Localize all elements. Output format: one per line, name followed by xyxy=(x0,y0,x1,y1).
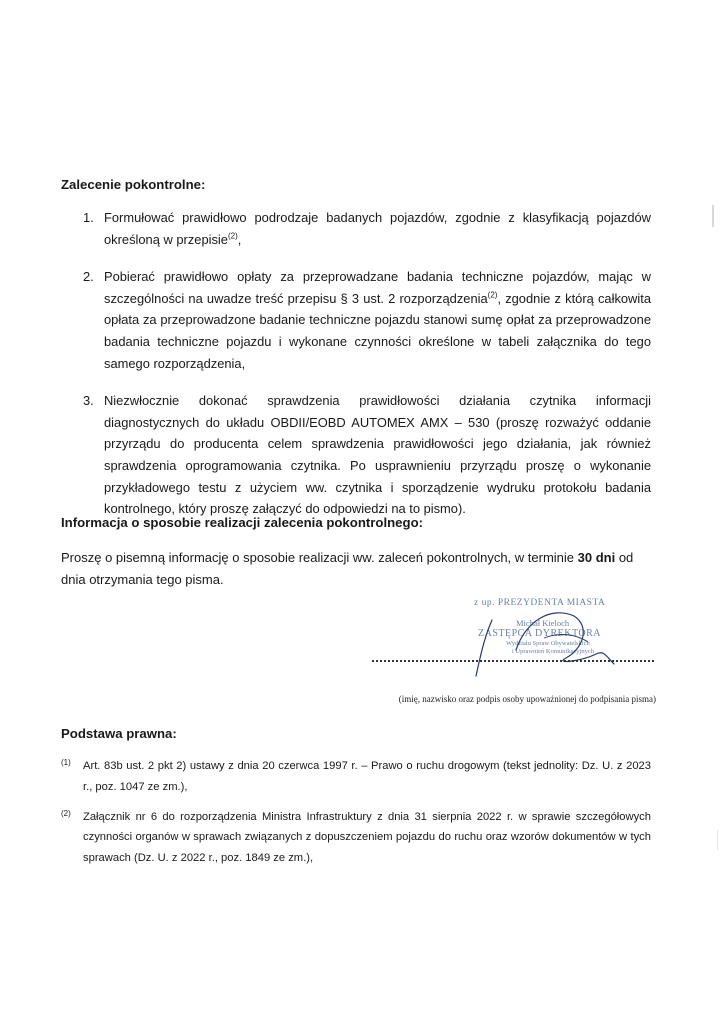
info-deadline: 30 dni xyxy=(577,550,616,565)
stamp-line-2: Michał Kieloch xyxy=(516,618,570,628)
stamp-line-4: Wydziału Spraw Obywatelskich xyxy=(506,640,590,647)
recommendation-number: 1. xyxy=(83,210,94,225)
footnote-number: (1) xyxy=(61,758,71,767)
footnote-ref: (2) xyxy=(227,231,238,241)
recommendation-number: 2. xyxy=(83,269,94,285)
legal-basis-item-1 xyxy=(61,756,651,798)
recommendation-heading: Zalecenie pokontrolne: xyxy=(61,177,206,192)
recommendation-text: Niezwłocznie dokonać sprawdzenia prawidłowości działania czytnika informacji diagnostycznych do układu OBDII/EOBD AUTOMEX AMX – 530 (proszę rozważyć oddanie przyrządu do producenta celem sprawdzenia prawidłowości jego działania, jak również sprawdzenia oprogramowania czytnika. Po usprawnieniu przyrządu proszę o wykonanie przykładowego testu z użyciem ww. czytnika i sporządzenie wydruku protokołu badania kontrolnego, który proszę załączyć do odpowiedzi na to pismo). xyxy=(104,393,651,517)
info-paragraph xyxy=(61,547,651,591)
recommendation-number: 3. xyxy=(83,393,94,409)
recommendation-text-cont: , xyxy=(237,231,242,247)
recommendation-item-1 xyxy=(61,207,651,250)
legal-basis-heading: Podstawa prawna: xyxy=(61,726,177,741)
signature-caption: (imię, nazwisko oraz podpis osoby upoważnionej do podpisania pisma) xyxy=(398,694,656,704)
stamp-line-1: z up. PREZYDENTA MIASTA xyxy=(474,598,606,608)
scan-edge-mark xyxy=(712,205,714,227)
footnote-number: (2) xyxy=(61,808,71,818)
recommendation-text: Formułować prawidłowo podrodzaje badanych pojazdów, zgodnie z klasyfikacją pojazdów określoną w przepisie xyxy=(104,210,651,247)
signature-line xyxy=(372,660,654,662)
scan-edge-mark xyxy=(717,830,718,850)
recommendation-text: Pobierać prawidłowo opłaty za przeprowadzane badania techniczne pojazdów, mając w szczególności na uwadze treść przepisu § 3 ust. 2 rozporządzenia xyxy=(104,269,651,306)
info-heading: Informacja o sposobie realizacji zalecenia pokontrolnego: xyxy=(61,515,424,530)
legal-basis-item-2 xyxy=(61,807,651,869)
recommendation-item-3 xyxy=(61,390,651,520)
legal-basis-text: Załącznik nr 6 do rozporządzenia Ministra Infrastruktury z dnia 31 sierpnia 2022 r. w sprawie szczegółowych czynności organów w sprawach związanych z dopuszczeniem pojazdu do ruchu oraz wzorów dokumentów w tych sprawach (Dz. U. z 2022 r., poz. 1849 ze zm.), xyxy=(83,810,651,865)
stamp-line-5: i Uprawnień Komunikacyjnych xyxy=(512,648,594,655)
recommendation-list xyxy=(61,207,651,536)
recommendation-item-2 xyxy=(61,266,651,374)
official-stamp xyxy=(456,598,656,678)
signature-block xyxy=(368,598,658,708)
recommendation-text-cont: , zgodnie z którą całkowita opłata za przeprowadzone badanie techniczne pojazdu stanowi sumę opłat za przeprowadzone badania techniczne pojazdu i wykonane czynności określone w tabeli załącznika do tego samego rozporządzenia, xyxy=(104,290,651,371)
stamp-line-3: ZASTĘPCA DYREKTORA xyxy=(478,628,601,639)
legal-basis-list xyxy=(61,756,651,878)
handwritten-signature xyxy=(456,598,656,678)
info-text-before: Proszę o pisemną informację o sposobie realizacji ww. zaleceń pokontrolnych, w terminie xyxy=(61,550,578,565)
legal-basis-text: Art. 83b ust. 2 pkt 2) ustawy z dnia 20 czerwca 1997 r. – Prawo o ruchu drogowym (tekst jednolity: Dz. U. z 2023 r., poz. 1047 ze zm.), xyxy=(83,760,651,793)
footnote-ref: (2) xyxy=(487,290,498,300)
info-text-after: od dnia otrzymania tego pisma. xyxy=(61,550,634,587)
